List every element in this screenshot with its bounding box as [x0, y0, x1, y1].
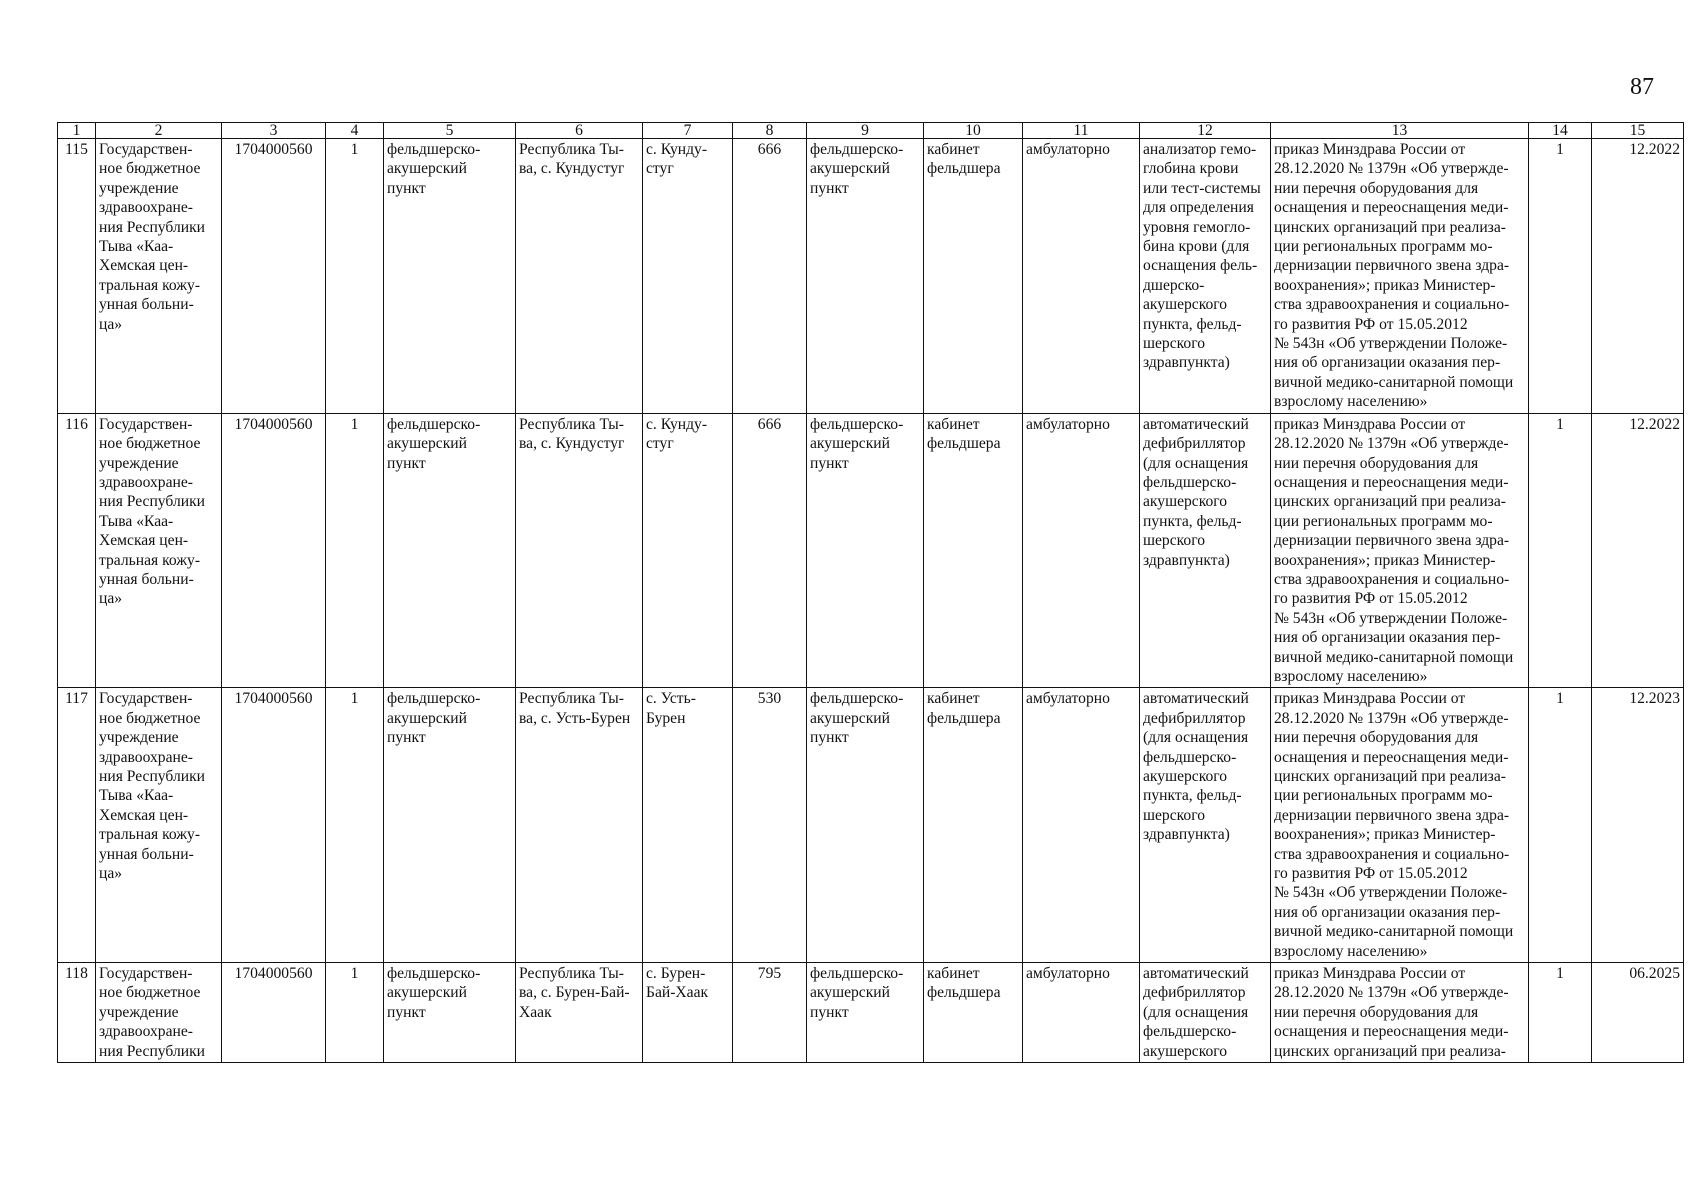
cell-subdivision: фельдшерско- акушерский пункт — [807, 413, 924, 688]
cell-quantity: 1 — [1529, 413, 1592, 688]
equipment-table — [57, 122, 1684, 1063]
cell-subdivision: фельдшерско- акушерский пункт — [807, 139, 924, 414]
table-row — [58, 963, 1684, 1063]
cell-settlement: с. Бурен- Бай-Хаак — [643, 963, 733, 1063]
cell-inn: 1704000560 — [222, 688, 326, 963]
cell-population: 530 — [733, 688, 807, 963]
cell-population: 666 — [733, 139, 807, 414]
cell-care-condition: амбулаторно — [1023, 413, 1140, 688]
column-header: 5 — [384, 123, 516, 139]
cell-quantity: 1 — [1529, 688, 1592, 963]
column-header: 15 — [1592, 123, 1684, 139]
cell-organization: Государствен- ное бюджетное учреждение здравоохране- ния Республики Тыва «Каа- Хемская цен- тральная кожу- унная больни- ца» — [96, 413, 222, 688]
cell-date: 12.2023 — [1592, 688, 1684, 963]
column-header: 9 — [807, 123, 924, 139]
cell-subdivision: фельдшерско- акушерский пункт — [807, 963, 924, 1063]
cell-population: 795 — [733, 963, 807, 1063]
cell-care-condition: амбулаторно — [1023, 963, 1140, 1063]
cell-unit-type: фельдшерско- акушерский пункт — [384, 963, 516, 1063]
cell-organization: Государствен- ное бюджетное учреждение здравоохране- ния Республики — [96, 963, 222, 1063]
cell-count: 1 — [326, 413, 384, 688]
cell-quantity: 1 — [1529, 139, 1592, 414]
table-row — [58, 139, 1684, 414]
cell-room: кабинет фельдшера — [924, 688, 1023, 963]
table-row — [58, 688, 1684, 963]
column-header: 8 — [733, 123, 807, 139]
cell-address: Республика Ты- ва, с. Кундустуг — [516, 413, 643, 688]
cell-row-number: 115 — [58, 139, 96, 414]
cell-population: 666 — [733, 413, 807, 688]
cell-address: Республика Ты- ва, с. Усть-Бурен — [516, 688, 643, 963]
cell-organization: Государствен- ное бюджетное учреждение здравоохране- ния Республики Тыва «Каа- Хемская цен- тральная кожу- унная больни- ца» — [96, 139, 222, 414]
cell-equipment: автоматический дефибриллятор (для оснащения фельдшерско- акушерского — [1140, 963, 1271, 1063]
column-header: 4 — [326, 123, 384, 139]
column-header: 6 — [516, 123, 643, 139]
cell-unit-type: фельдшерско- акушерский пункт — [384, 688, 516, 963]
cell-inn: 1704000560 — [222, 139, 326, 414]
cell-equipment: автоматический дефибриллятор (для оснащения фельдшерско- акушерского пункта, фельд- шерского здравпункта) — [1140, 413, 1271, 688]
cell-settlement: с. Кунду- стуг — [643, 139, 733, 414]
cell-organization: Государствен- ное бюджетное учреждение здравоохране- ния Республики Тыва «Каа- Хемская цен- тральная кожу- унная больни- ца» — [96, 688, 222, 963]
cell-address: Республика Ты- ва, с. Бурен-Бай- Хаак — [516, 963, 643, 1063]
cell-row-number: 118 — [58, 963, 96, 1063]
cell-room: кабинет фельдшера — [924, 139, 1023, 414]
cell-care-condition: амбулаторно — [1023, 139, 1140, 414]
cell-inn: 1704000560 — [222, 413, 326, 688]
column-header: 10 — [924, 123, 1023, 139]
column-header: 14 — [1529, 123, 1592, 139]
column-header: 1 — [58, 123, 96, 139]
column-header: 11 — [1023, 123, 1140, 139]
cell-unit-type: фельдшерско- акушерский пункт — [384, 139, 516, 414]
cell-settlement: с. Кунду- стуг — [643, 413, 733, 688]
cell-quantity: 1 — [1529, 963, 1592, 1063]
column-header: 12 — [1140, 123, 1271, 139]
cell-row-number: 117 — [58, 688, 96, 963]
cell-room: кабинет фельдшера — [924, 963, 1023, 1063]
cell-count: 1 — [326, 139, 384, 414]
cell-subdivision: фельдшерско- акушерский пункт — [807, 688, 924, 963]
column-header: 3 — [222, 123, 326, 139]
cell-legal-basis: приказ Минздрава России от 28.12.2020 № 1379н «Об утвержде- нии перечня оборудования для оснащения и переоснащения меди- цинских организаций при реализа- ции региональных программ мо- дернизации первичного звена здра- воохранения»; приказ Министер- ства здравоохранения и социально- го развития РФ от 15.05.2012 № 543н «Об утверждении Положе- ния об организации оказания пер- вичной медико-санитарной помощи взрослому населению» — [1271, 413, 1529, 688]
cell-unit-type: фельдшерско- акушерский пункт — [384, 413, 516, 688]
cell-inn: 1704000560 — [222, 963, 326, 1063]
cell-legal-basis: приказ Минздрава России от 28.12.2020 № 1379н «Об утвержде- нии перечня оборудования для оснащения и переоснащения меди- цинских организаций при реализа- ции региональных программ мо- дернизации первичного звена здра- воохранения»; приказ Министер- ства здравоохранения и социально- го развития РФ от 15.05.2012 № 543н «Об утверждении Положе- ния об организации оказания пер- вичной медико-санитарной помощи взрослому населению» — [1271, 139, 1529, 414]
cell-date: 06.2025 — [1592, 963, 1684, 1063]
cell-count: 1 — [326, 963, 384, 1063]
cell-date: 12.2022 — [1592, 139, 1684, 414]
cell-count: 1 — [326, 688, 384, 963]
cell-legal-basis: приказ Минздрава России от 28.12.2020 № 1379н «Об утвержде- нии перечня оборудования для оснащения и переоснащения меди- цинских организаций при реализа- ции региональных программ мо- дернизации первичного звена здра- воохранения»; приказ Министер- ства здравоохранения и социально- го развития РФ от 15.05.2012 № 543н «Об утверждении Положе- ния об организации оказания пер- вичной медико-санитарной помощи взрослому населению» — [1271, 688, 1529, 963]
column-header: 7 — [643, 123, 733, 139]
column-header: 13 — [1271, 123, 1529, 139]
table-row — [58, 413, 1684, 688]
cell-address: Республика Ты- ва, с. Кундустуг — [516, 139, 643, 414]
cell-settlement: с. Усть- Бурен — [643, 688, 733, 963]
cell-equipment: анализатор гемо- глобина крови или тест-системы для определения уровня гемогло- бина крови (для оснащения фель- дшерско- акушерского пункта, фельд- шерского здравпункта) — [1140, 139, 1271, 414]
column-header: 2 — [96, 123, 222, 139]
cell-date: 12.2022 — [1592, 413, 1684, 688]
cell-equipment: автоматический дефибриллятор (для оснащения фельдшерско- акушерского пункта, фельд- шерского здравпункта) — [1140, 688, 1271, 963]
header-row — [58, 123, 1684, 139]
cell-legal-basis: приказ Минздрава России от 28.12.2020 № 1379н «Об утвержде- нии перечня оборудования для оснащения и переоснащения меди- цинских организаций при реализа- — [1271, 963, 1529, 1063]
cell-room: кабинет фельдшера — [924, 413, 1023, 688]
page-number: 87 — [1630, 74, 1654, 100]
cell-row-number: 116 — [58, 413, 96, 688]
cell-care-condition: амбулаторно — [1023, 688, 1140, 963]
